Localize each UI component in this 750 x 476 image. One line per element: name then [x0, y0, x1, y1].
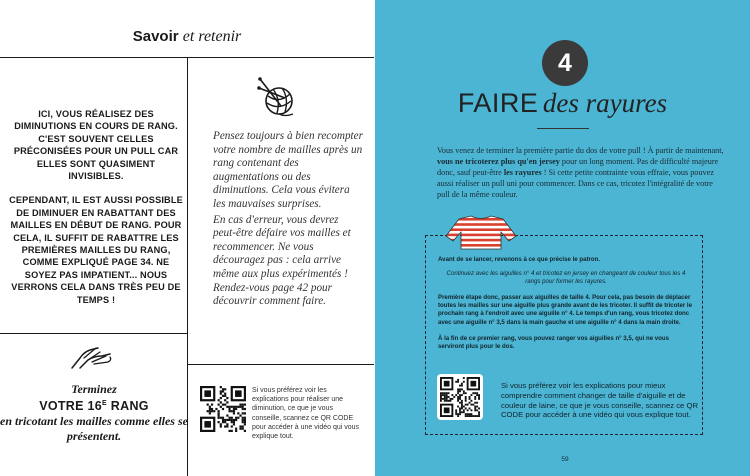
tip-paragraph: Pensez toujours à bien recompter votre nombre de mailles après un rang contenant des augmentations ou des diminutions. Cela vous évitera les mauvaises surprises. [213, 130, 363, 210]
qr-code-icon[interactable] [437, 374, 483, 420]
right-page [375, 0, 750, 476]
tip-text-block [213, 130, 363, 311]
yarn-ball-icon [255, 76, 299, 118]
instruction-line: en tricotant les mailles comme elles se présentent. [0, 414, 188, 444]
box-paragraph: À la fin de ce premier rang, vous pouvez ranger vos aiguilles n° 3,5, qui ne vous serviront plus pour le dos. [438, 334, 670, 350]
section-title: Savoir et retenir [132, 28, 242, 45]
qr-caption: Si vous préférez voir les explications pour réaliser une diminution, ce que je vous conseille, scannez ce QR CODE pour accéder à une vidéo qui vous explique tout. [252, 387, 360, 441]
chapter-title: FAIRE des rayures [457, 88, 668, 118]
caps-paragraph: ICI, VOUS RÉALISEZ DES DIMINUTIONS EN COURS DE RANG. C'EST SOUVENT CELLES PRÉCONISÉES POUR UN PULL CAR ELLES SONT QUASIMENT INVISIBLES. [13, 109, 179, 182]
title-underline [537, 128, 589, 129]
instruction-block [0, 382, 188, 444]
box-lead: Avant de se lancer, revenons à ce que précise le patron. [438, 256, 601, 263]
clapping-hands-icon [68, 344, 114, 370]
caps-paragraph: CEPENDANT, IL EST AUSSI POSSIBLE DE DIMINUER EN RABATTANT DES MAILLES EN DÉBUT DE RANG. POUR CELA, IL SUFFIT DE RABATTRE LES PREMIÈRES MAILLES DU RANG, COMME EXPLIQUÉ PAGE 34. NE SOYEZ PAS IMPATIENT... NOUS VERRONS CELA DANS TRÈS PEU DE TEMPS ! [9, 195, 183, 305]
tip-paragraph: En cas d'erreur, vous devrez peut-être défaire vos mailles et recommencer. Ne vous découragez pas : cela arrive même aux plus expérimentés ! Rendez-vous page 42 pour découvrir comment faire. [213, 213, 351, 308]
box-quote: Continuez avec les aiguilles n° 4 et tricotez en jersey en changeant de couleur tous les 4 rangs pour former les rayures. [446, 270, 686, 286]
striped-sweater-icon [445, 214, 517, 250]
qr-caption: Si vous préférez voir les explications pour mieux comprendre comment changer de taille d'aiguille et de couleur de laine, ce que je vous conseille, scannez ce QR CODE pour accéder à une vidéo qui vous explique tout. [501, 381, 698, 420]
instruction-line: Terminez [71, 382, 117, 396]
intro-paragraph: Vous venez de terminer la première partie du dos de votre pull ! À partir de maintenant, vous ne tricoterez plus qu'en jersey pour un long moment. Pas de difficulté majeure donc, sauf peut-être les rayures ! Si cette petite contrainte vous effraie, vous pouvez aussi réaliser un pull uni pour commencer. Dans ce cas, tricotez l'intégralité de votre pull de la même couleur. [437, 146, 724, 199]
left-page [0, 0, 374, 476]
qr-code-icon[interactable] [200, 386, 246, 432]
divider-middle-left [0, 333, 187, 334]
instruction-row-label: VOTRE $16^E$ RANG [39, 399, 149, 414]
chapter-number-badge: 4 [542, 40, 588, 86]
caps-text-block [8, 108, 184, 318]
box-paragraph: Première étape donc, passer aux aiguilles de taille 4. Pour cela, pas besoin de déplacer toutes les mailles sur une aiguille plus grande avant de les tricoter. Il suffit de tricoter le prochain rang à l'endroit avec une aiguille n° 4. Le temps d'un rang, vous tricotez donc avec une aiguille n° 3,5 dans la main gauche et une aiguille n° 4 dans la main droite. [438, 294, 692, 326]
info-content [438, 256, 694, 359]
page-number: 59 [561, 456, 569, 463]
divider-middle-right [187, 364, 374, 365]
